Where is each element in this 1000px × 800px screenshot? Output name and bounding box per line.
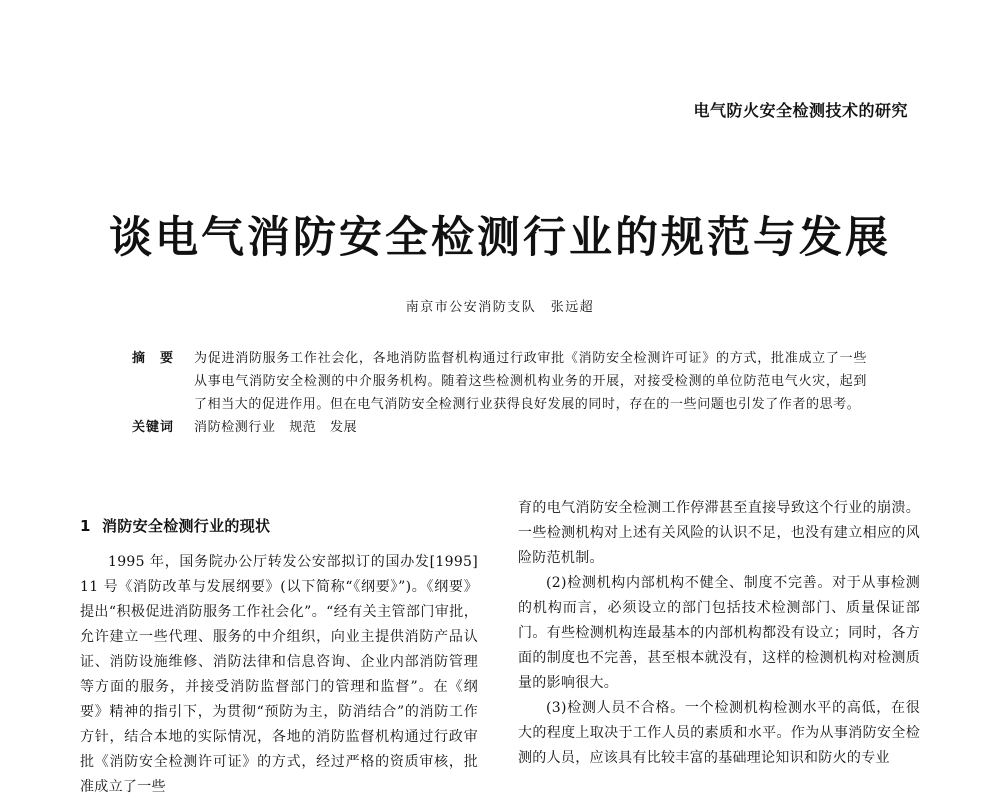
abstract-text: 为促进消防服务工作社会化，各地消防监督机构通过行政审批《消防安全检测许可证》的方式，批准成立了一些从事电气消防安全检测的中介服务机构。随着这些检测机构业务的开展，对接受检测的单位防范电气火灾，起到了相当大的促进作用。但在电气消防安全检测行业获得良好发展的同时，存在的一些问题也引发了作者的思考。: [194, 351, 867, 412]
abstract-block: [132, 347, 867, 439]
paper-title: 谈电气消防安全检测行业的规范与发展: [109, 213, 891, 263]
body-paragraph: (2)检测机构内部机构不健全、制度不完善。对于从事检测的机构而言，必须设立的部门包括技术检测部门、质量保证部门。有些检测机构连最基本的内部机构都没有设立；同时，各方面的制度也不完善，甚至根本就没有，这样的检测机构对检测质量的影响很大。: [518, 575, 920, 691]
author-affiliation: 南京市公安消防支队 张远超: [405, 300, 595, 315]
keywords-text: 消防检测行业 规范 发展: [194, 420, 358, 435]
left-column: [80, 514, 478, 800]
running-header: 电气防火安全检测技术的研究: [693, 101, 908, 120]
section-title: 消防安全检测行业的现状: [102, 517, 271, 535]
section-heading: [80, 514, 478, 538]
body-paragraph: (3)检测人员不合格。一个检测机构检测水平的高低，在很大的程度上取决于工作人员的素质和水平。作为从事消防安全检测的人员，应该具有比较丰富的基础理论知识和防火的专业: [518, 700, 920, 766]
section-number: 1: [80, 517, 91, 535]
right-column: [518, 496, 920, 771]
keywords-row: [132, 416, 867, 439]
keywords-label: 关键词: [132, 420, 175, 435]
abstract-row: [132, 347, 867, 416]
body-paragraph: 育的电气消防安全检测工作停滞甚至直接导致这个行业的崩溃。一些检测机构对上述有关风险的认识不足，也没有建立相应的风险防范机制。: [518, 500, 920, 566]
body-paragraph: 1995 年，国务院办公厅转发公安部拟订的国办发[1995] 11 号《消防改革与发展纲要》(以下简称“《纲要》”)。《纲要》提出“积极促进消防服务工作社会化”。“经有关主管部门审批，允许建立一些代理、服务的中介组织，向业主提供消防产品认证、消防设施维修、消防法律和信息咨询、企业内部消防管理等方面的服务，并接受消防监督部门的管理和监督”。在《纲要》精神的指引下，为贯彻“预防为主，防消结合”的消防工作方针，结合本地的实际情况，各地的消防监督机构通过行政审批《消防安全检测许可证》的方式，经过严格的资质审核，批准成立了一些: [80, 554, 478, 795]
abstract-label: 摘 要: [132, 351, 175, 366]
